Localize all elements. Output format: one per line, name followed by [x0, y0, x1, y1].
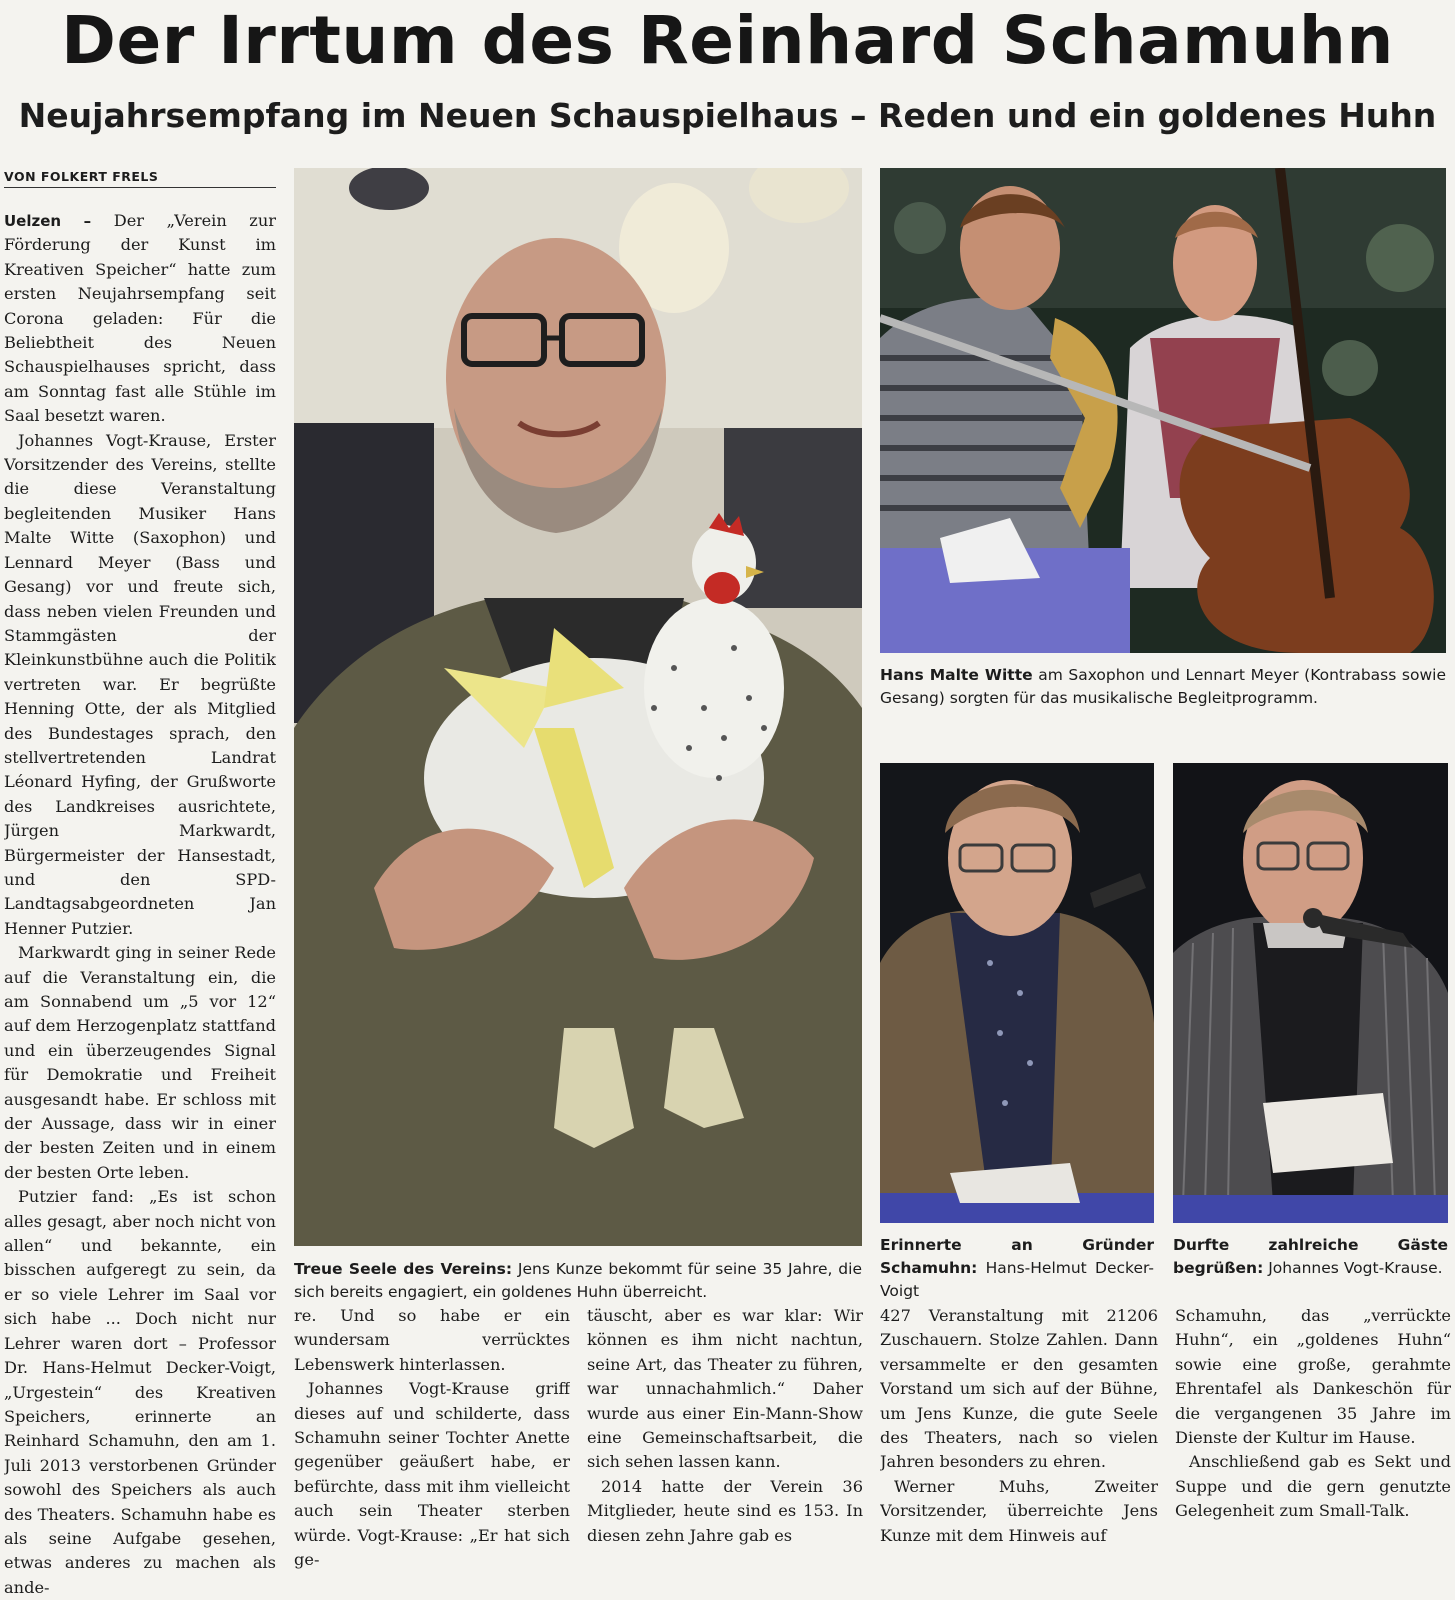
- caption-woman: [880, 1234, 1154, 1303]
- caption-text: Hans-Helmut Decker-Voigt: [880, 1259, 1154, 1300]
- paragraph: Markwardt ging in seiner Rede auf die Veranstaltung ein, die am Sonnabend um „5 vor 12“ auf dem Herzogenplatz stattfand und ein überzeugendes Signal für Demokratie und Freiheit ausgesandt habe. Er schloss mit der Aussage, dass wir in einer der besten Zeiten und in einem der besten Orte leben.: [4, 943, 276, 1182]
- headline: Der Irrtum des Reinhard Schamuhn: [61, 2, 1394, 79]
- photo-musicians: [880, 168, 1446, 653]
- caption-lead: Erinnerte an Gründer Schamuhn:: [880, 1236, 1154, 1277]
- caption-main-photo: [294, 1258, 862, 1304]
- photo-man-with-chicken: [294, 168, 862, 1246]
- paragraph: 427 Veranstaltung mit 21206 Zuschauern. Stolze Zahlen. Dann versammelte er den gesamten Vorstand um sich auf der Bühne, um Jens Kunze, die gute Seele des Theaters, nach so vielen Jahren besonders zu ehren.: [880, 1306, 1158, 1472]
- subheadline: Neujahrsempfang im Neuen Schauspielhaus – Reden und ein goldenes Huhn: [18, 96, 1437, 135]
- paragraph: 2014 hatte der Verein 36 Mitglieder, heute sind es 153. In diesen zehn Jahre gab es: [587, 1476, 863, 1545]
- article-column-3: [587, 1304, 863, 1600]
- article-column-4: [880, 1304, 1158, 1600]
- caption-text: am Saxophon und Lennart Meyer (Kontrabass sowie Gesang) sorgten für das musikalische Begleitprogramm.: [880, 666, 1446, 707]
- paragraph: Schamuhn, das „verrückte Huhn“, ein „goldenes Huhn“ sowie eine große, gerahmte Ehrentafel als Dankeschön für die vergangenen 35 Jahre im Dienste der Kultur im Hause.: [1175, 1306, 1451, 1448]
- paragraph: Werner Muhs, Zweiter Vorsitzender, überreichte Jens Kunze mit dem Hinweis auf: [880, 1476, 1158, 1545]
- paragraph-text: Der „Verein zur Förderung der Kunst im Kreativen Speicher“ hatte zum ersten Neujahrsempfang seit Corona geladen: Für die Beliebtheit des Neuen Schauspielhauses spricht, dass am Sonntag fast alle Stühle im Saal besetzt waren.: [4, 211, 276, 426]
- paragraph: täuscht, aber es war klar: Wir können es ihm nicht nachtun, seine Art, das Theater zu führen, war unnachahmlich.“ Daher wurde aus einer Ein-Mann-Show eine Gemeinschaftsarbeit, die sich sehen lassen kann.: [587, 1306, 863, 1472]
- article-column-1: [4, 209, 276, 1599]
- photo-johannes-vogt-krause: [1173, 763, 1448, 1223]
- photo-hans-helmut-decker-voigt: [880, 763, 1154, 1223]
- caption-musicians: [880, 664, 1446, 710]
- dateline-location: Uelzen –: [4, 212, 92, 230]
- caption-lead: Hans Malte Witte: [880, 666, 1033, 684]
- article-column-2: [294, 1304, 570, 1600]
- paragraph: [4, 209, 276, 429]
- caption-man: [1173, 1234, 1448, 1280]
- caption-text: Jens Kunze bekommt für seine 35 Jahre, die sich bereits engagiert, ein goldenes Huhn überreicht.: [294, 1260, 862, 1301]
- paragraph: re. Und so habe er ein wundersam verrücktes Lebenswerk hinterlassen.: [294, 1306, 570, 1374]
- paragraph: Johannes Vogt-Krause griff dieses auf und schilderte, dass Schamuhn seiner Tochter Anette gegenüber geäußert habe, er befürchte, dass mit ihm vielleicht auch sein Theater sterben würde. Vogt-Krause: „Er hat sich ge-: [294, 1379, 570, 1570]
- caption-lead: Treue Seele des Vereins:: [294, 1260, 513, 1278]
- paragraph: Anschließend gab es Sekt und Suppe und die gern genutzte Gelegenheit zum Small-Talk.: [1175, 1452, 1451, 1521]
- byline: VON FOLKERT FRELS: [4, 169, 276, 188]
- article-column-5: [1175, 1304, 1451, 1600]
- caption-text: Johannes Vogt-Krause.: [1263, 1259, 1443, 1277]
- paragraph: Putzier fand: „Es ist schon alles gesagt, aber noch nicht von allen“ und bekannte, ein bisschen aufgeregt zu sein, da er so viele Lehrer im Saal vor sich habe ... Doch nicht nur Lehrer waren dort – Professor Dr. Hans-Helmut Decker-Voigt, „Urgestein“ des Kreativen Speichers, erinnerte an Reinhard Schamuhn, den am 1. Juli 2013 verstorbenen Gründer sowohl des Speichers als auch des Theaters. Schamuhn habe es als seine Aufgabe gesehen, etwas anderes zu machen als ande-: [4, 1187, 276, 1597]
- caption-lead: Durfte zahlreiche Gäste begrüßen:: [1173, 1236, 1448, 1277]
- paragraph: Johannes Vogt-Krause, Erster Vorsitzender des Vereins, stellte die diese Veranstaltung begleitenden Musiker Hans Malte Witte (Saxophon) und Lennard Meyer (Bass und Gesang) vor und freute sich, dass neben vielen Freunden und Stammgästen der Kleinkunstbühne auch die Politik vertreten war. Er begrüßte Henning Otte, der als Mitglied des Bundestages sprach, den stellvertretenden Landrat Léonard Hyfing, der Grußworte des Landkreises ausrichtete, Jürgen Markwardt, Bürgermeister der Hansestadt, und den SPD-Landtagsabgeordneten Jan Henner Putzier.: [4, 430, 276, 938]
